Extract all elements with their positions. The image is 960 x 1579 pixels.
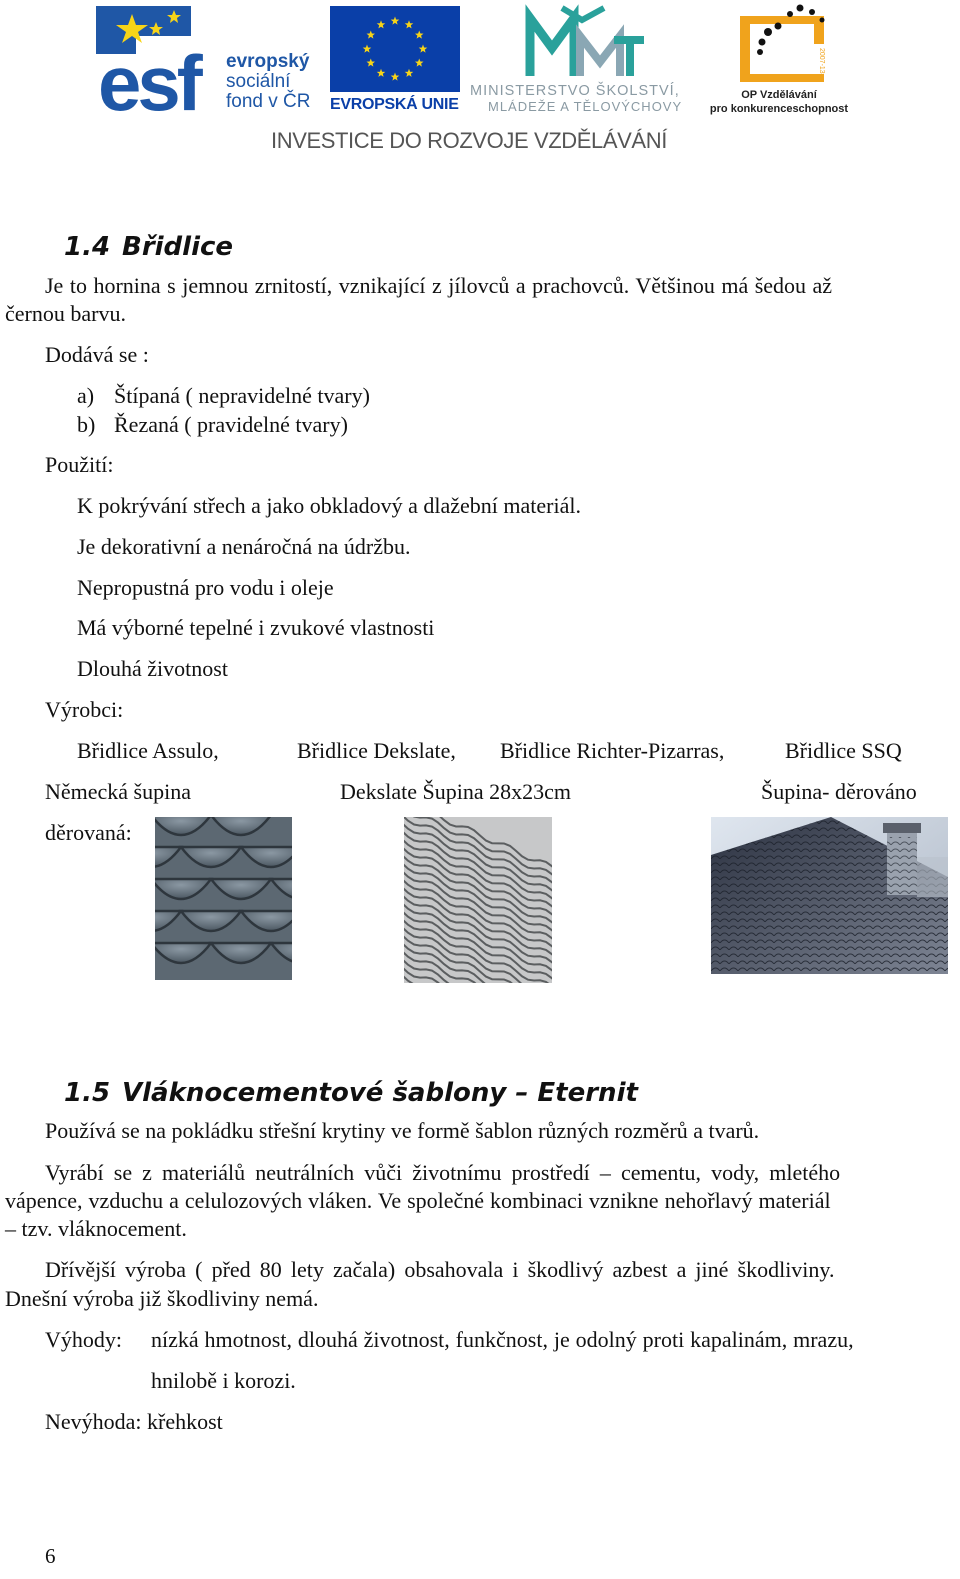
variant-b-text: Řezaná ( pravidelné tvary) xyxy=(114,412,348,437)
producer-ssq: Břidlice SSQ xyxy=(785,738,902,763)
advantages-text-line-1: nízká hmotnost, dlouhá životnost, funkčnost, je odolný proti kapalinám, mrazu, xyxy=(151,1327,854,1352)
intro-line-2: černou barvu. xyxy=(5,301,126,326)
usage-item: K pokrývání střech a jako obkladový a dlažební materiál. xyxy=(77,493,581,518)
msmt-line1: MINISTERSTVO ŠKOLSTVÍ, xyxy=(470,83,680,99)
usage-item: Je dekorativní a nenáročná na údržbu. xyxy=(77,534,411,559)
producer-richter: Břidlice Richter-Pizarras, xyxy=(500,738,725,763)
op-logo xyxy=(704,4,854,116)
usage-item: Má výborné tepelné i zvukové vlastnosti xyxy=(77,615,435,640)
variant-a-text: Štípaná ( nepravidelné tvary) xyxy=(114,383,370,408)
msmt-emblem-icon xyxy=(524,4,644,80)
esf-logo xyxy=(96,6,326,114)
msmt-line2: MLÁDEŽE A TĚLOVÝCHOVY xyxy=(488,99,683,114)
disadvantage-label: Nevýhoda: xyxy=(45,1409,142,1434)
paragraph-production-line-3: – tzv. vláknocement. xyxy=(5,1216,187,1241)
msmt-logo xyxy=(470,4,700,116)
perforated-scale-roof-image xyxy=(711,817,948,974)
disadvantage-value: křehkost xyxy=(147,1409,223,1434)
variant-a-marker: a) xyxy=(77,383,95,408)
caption-german-scale: Německá šupina xyxy=(45,779,191,804)
paragraph-history-line-1: Dřívější výroba ( před 80 lety začala) obsahovala i škodlivý azbest a jiné škodliviny. xyxy=(45,1257,835,1282)
section-heading xyxy=(64,232,233,262)
supplied-label: Dodává se : xyxy=(45,342,149,367)
eu-flag-icon xyxy=(330,6,460,92)
producer-dekslate: Břidlice Dekslate, xyxy=(297,738,456,763)
section-heading xyxy=(64,1078,638,1108)
caption-continuation: děrovaná: xyxy=(45,820,132,845)
section-number: 1.4 xyxy=(64,232,111,262)
caption-dekslate-scale: Dekslate Šupina 28x23cm xyxy=(340,779,571,804)
op-line1: OP Vzdělávání xyxy=(741,89,817,101)
esf-line1: evropský xyxy=(226,51,310,72)
paragraph-production-line-1: Vyrábí se z materiálů neutrálních vůči životnímu prostředí – cementu, vody, mletého xyxy=(45,1160,841,1185)
eu-logo xyxy=(330,6,462,116)
op-years: 2007-13 xyxy=(818,48,825,74)
german-scale-slate-image xyxy=(155,817,292,980)
op-line2: pro konkurenceschopnost xyxy=(709,103,849,115)
advantages-text-line-2: hnilobě i korozi. xyxy=(151,1368,296,1393)
section-title: Břidlice xyxy=(122,232,234,262)
usage-item: Nepropustná pro vodu i oleje xyxy=(77,575,334,600)
esf-emblem-icon xyxy=(96,6,218,114)
caption-perforated-scale: Šupina- děrováno xyxy=(761,779,917,804)
paragraph-production-line-2: vápence, vzduchu a celulozových vláken. Ve společné kombinaci vznikne nehořlavý materiál xyxy=(5,1188,831,1213)
paragraph-usage: Používá se na pokládku střešní krytiny ve formě šablon různých rozměrů a tvarů. xyxy=(45,1118,760,1143)
advantages-label: Výhody: xyxy=(45,1327,122,1352)
usage-item: Dlouhá životnost xyxy=(77,656,228,681)
producer-assulo: Břidlice Assulo, xyxy=(77,738,219,763)
svg-text:esf: esf xyxy=(98,39,199,114)
producers-label: Výrobci: xyxy=(45,697,124,722)
variant-b-marker: b) xyxy=(77,412,96,437)
section-number: 1.5 xyxy=(64,1078,111,1108)
usage-label: Použití: xyxy=(45,452,114,477)
eu-label: EVROPSKÁ UNIE xyxy=(330,96,459,113)
page-number: 6 xyxy=(45,1544,56,1568)
esf-line3: fond v ČR xyxy=(226,91,311,112)
disadvantage-line xyxy=(45,1409,223,1435)
intro-line-1: Je to hornina s jemnou zrnitostí, vznikající z jílovců a prachovců. Většinou má šedou až xyxy=(45,273,833,298)
header-banner: INVESTICE DO ROZVOJE VZDĚLÁVÁNÍ xyxy=(271,128,667,153)
section-title: Vláknocementové šablony – Eternit xyxy=(122,1078,638,1108)
paragraph-history-line-2: Dnešní výroba již škodliviny nemá. xyxy=(5,1286,319,1311)
dekslate-scale-image xyxy=(404,817,552,983)
esf-line2: sociální xyxy=(226,71,291,92)
op-emblem-icon xyxy=(734,4,834,84)
